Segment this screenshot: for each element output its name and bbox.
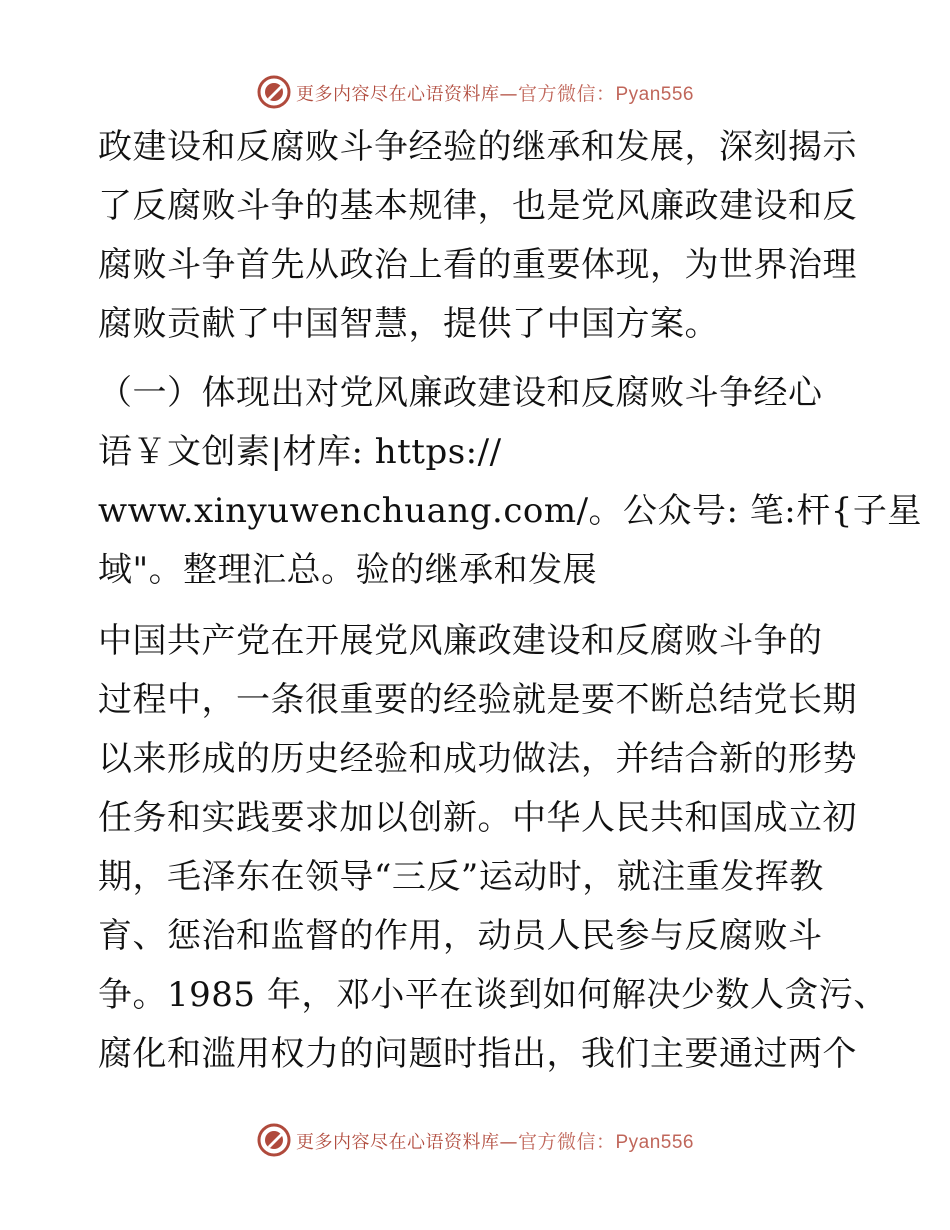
- paragraph-line: 政建设和反腐败斗争经验的继承和发展，深刻揭示: [98, 127, 857, 167]
- paragraph-line: 中国共产党在开展党风廉政建设和反腐败斗争的: [98, 621, 823, 661]
- paragraph-line: 育、惩治和监督的作用，动员人民参与反腐败斗: [98, 916, 823, 956]
- heading-line: www.xinyuwenchuang.com/。公众号: 笔:杆{子星: [98, 491, 922, 531]
- paragraph-line: 过程中，一条很重要的经验就是要不断总结党长期: [98, 680, 857, 720]
- header-banner: [0, 72, 950, 112]
- header-banner-title: 更多内容尽在心语资料库—: [295, 83, 518, 105]
- paragraph-1: [98, 118, 858, 354]
- paragraph-line: 腐败贡献了中国智慧，提供了中国方案。: [98, 304, 719, 344]
- footer-banner-text: [296, 1127, 694, 1154]
- paragraph-line: 腐败斗争首先从政治上看的重要体现，为世界治理: [98, 245, 857, 285]
- paragraph-line: 了反腐败斗争的基本规律，也是党风廉政建设和反: [98, 186, 857, 226]
- heading-line: 域"。整理汇总。验的继承和发展: [98, 550, 598, 590]
- paragraph-line: 腐化和滥用权力的问题时指出，我们主要通过两个: [98, 1034, 857, 1074]
- header-banner-text: [296, 79, 694, 106]
- pen-logo-icon: [256, 74, 292, 110]
- paragraph-2: [98, 612, 888, 1084]
- pen-logo-icon: [256, 1122, 292, 1158]
- paragraph-line: 争。1985 年，邓小平在谈到如何解决少数人贪污、: [98, 975, 888, 1015]
- header-banner-wechat: 官方微信：Pyan556: [517, 83, 694, 105]
- paragraph-line: 以来形成的历史经验和成功做法，并结合新的形势: [98, 739, 857, 779]
- heading-line: 语￥文创素|材库: https://: [98, 432, 502, 472]
- document-body: [98, 118, 922, 1084]
- footer-banner: [0, 1120, 950, 1160]
- section-heading: [98, 364, 922, 600]
- heading-line: （一）体现出对党风廉政建设和反腐败斗争经心: [98, 373, 823, 413]
- paragraph-line: 任务和实践要求加以创新。中华人民共和国成立初: [98, 798, 857, 838]
- footer-banner-wechat: 官方微信：Pyan556: [517, 1131, 694, 1153]
- paragraph-line: 期，毛泽东在领导“三反”运动时，就注重发挥教: [98, 857, 824, 897]
- footer-banner-title: 更多内容尽在心语资料库—: [295, 1131, 518, 1153]
